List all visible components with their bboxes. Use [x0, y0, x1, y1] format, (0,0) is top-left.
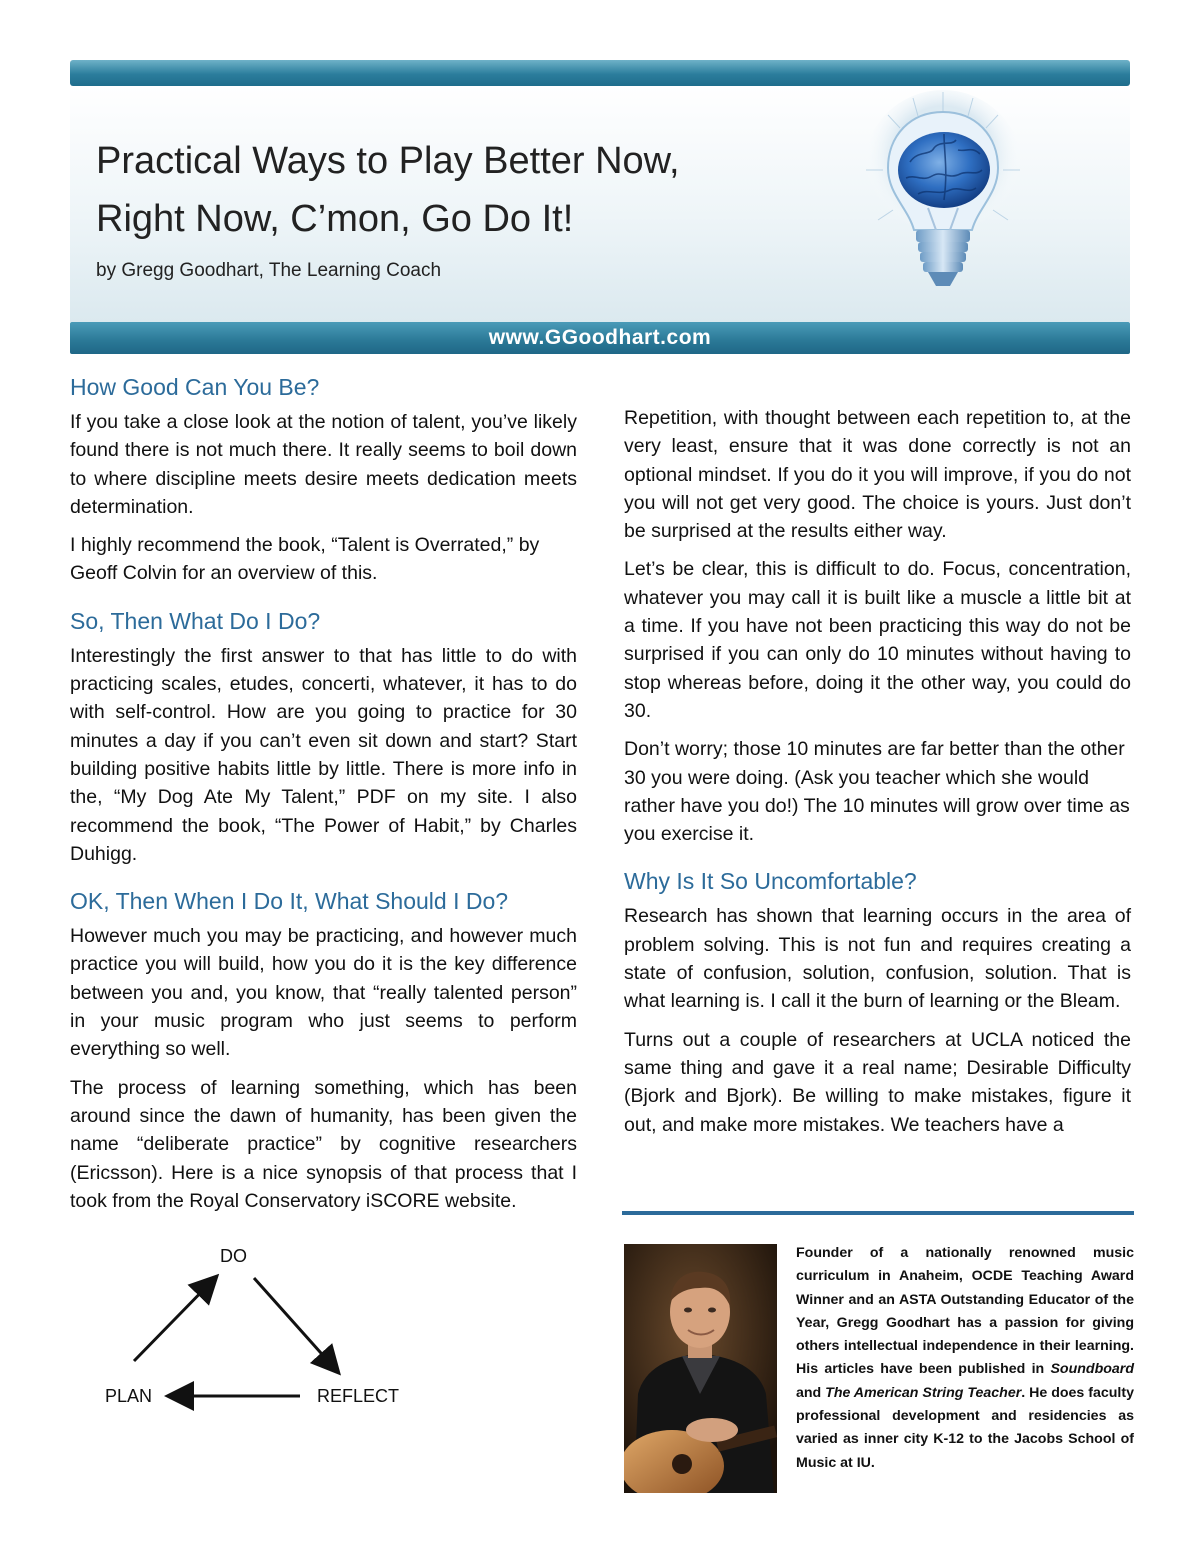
website-banner — [70, 322, 1130, 354]
cycle-label-reflect: REFLECT — [317, 1386, 400, 1406]
bio-text-a: Founder of a nationally renowned music curriculum in Anaheim, OCDE Teaching Award Winner and an ASTA Outstanding Educator of the Year, Gregg Goodhart has a passion for giving others intellectual independence in their learning. His articles have been published in — [796, 1245, 1134, 1378]
arrow-do-to-reflect — [254, 1278, 337, 1371]
page-title — [96, 132, 856, 248]
paragraph: Don’t worry; those 10 minutes are far better than the other 30 you were doing. (Ask you teacher which she would rather have you do!) The 10 minutes will grow over time as you exercise it. — [624, 738, 1130, 846]
cycle-arrows — [90, 1240, 420, 1420]
left-column — [70, 372, 577, 1225]
cycle-label-plan: PLAN — [105, 1386, 153, 1406]
bio-and: and — [796, 1384, 826, 1401]
paragraph: Turns out a couple of researchers at UCLA noticed the same thing and gave it a real name; Desirable Difficulty (Bjork and Bjork). Be willing to make mistakes, figure it out, and make more mistakes. We teachers have a — [624, 1028, 1131, 1136]
paragraph: Let’s be clear, this is difficult to do. Focus, concentration, whatever you may call it is built like a muscle a little bit at a time. If you have not been practicing this way do not be surprised if you can only do 10 minutes without having to stop whereas before, doing it the other way, you could do 30. — [624, 558, 1131, 722]
title-line-1: Practical Ways to Play Better Now, — [96, 140, 680, 182]
arrow-plan-to-do — [134, 1278, 215, 1361]
bio-divider — [622, 1211, 1134, 1215]
bio-publication-2: The American String Teacher — [825, 1384, 1022, 1401]
paragraph: The process of learning something, which has been around since the dawn of humanity, has been given the name “deliberate practice” by cognitive researchers (Ericsson). Here is a nice synopsis of that process that I took from the Royal Conservatory iSCORE website. — [70, 1076, 577, 1212]
byline: by Gregg Goodhart, The Learning Coach — [96, 260, 442, 281]
cycle-label-do: DO — [220, 1246, 247, 1266]
paragraph: Interestingly the first answer to that has little to do with practicing scales, etudes, concerti, whatever, it has to do with self-control. How are you going to practice for 30 minutes a day if you can’t even sit down and start? Start building positive habits little by little. There is more info in the, “My Dog Ate My Talent,” PDF on my site. I also recommend the book, “The Power of Habit,” by Charles Duhigg. — [70, 644, 577, 865]
paragraph: If you take a close look at the notion of talent, you’ve likely found there is not much there. It really seems to boil down to where discipline meets desire meets dedication meets determination. — [70, 411, 577, 518]
author-bio — [796, 1242, 1134, 1475]
heading-what-do-i-do: So, Then What Do I Do? — [70, 607, 321, 634]
website-url: www.GGoodhart.com — [488, 326, 712, 349]
paragraph: I highly recommend the book, “Talent is Overrated,” by Geoff Colvin for an overview of this. — [70, 534, 540, 585]
paragraph: Repetition, with thought between each repetition to, at the very least, ensure that it was done correctly is not an optional mindset. If you do it you will improve, if you do not you will not get very good. The choice is yours. Just don’t be surprised at the results either way. — [624, 407, 1131, 543]
practice-cycle-diagram — [90, 1240, 420, 1420]
author-photo — [624, 1244, 777, 1493]
heading-what-should-i-do: OK, Then When I Do It, What Should I Do? — [70, 888, 509, 915]
paragraph: Research has shown that learning occurs in the area of problem solving. This is not fun and requires creating a state of confusion, solution, confusion, solution. That is what learning is. I call it the burn of learning or the Bleam. — [624, 905, 1131, 1013]
bio-publication-1: Soundboard — [1050, 1361, 1134, 1378]
bio-text-b: . He does faculty professional development and residencies as varied as inner city K-12 to the Jacobs School of Music at IU. — [796, 1384, 1134, 1471]
right-column — [624, 404, 1131, 1149]
heading-how-good: How Good Can You Be? — [70, 374, 320, 400]
brain-lightbulb-icon — [858, 90, 1028, 315]
header-top-bar — [70, 60, 1130, 86]
paragraph: However much you may be practicing, and however much practice you will build, how you do it is the key difference between you and, you know, that “really talented person” in your music program who just seems to perform everything so well. — [70, 925, 577, 1061]
heading-uncomfortable: Why Is It So Uncomfortable? — [624, 868, 917, 895]
title-line-2: Right Now, C’mon, Go Do It! — [96, 198, 574, 240]
